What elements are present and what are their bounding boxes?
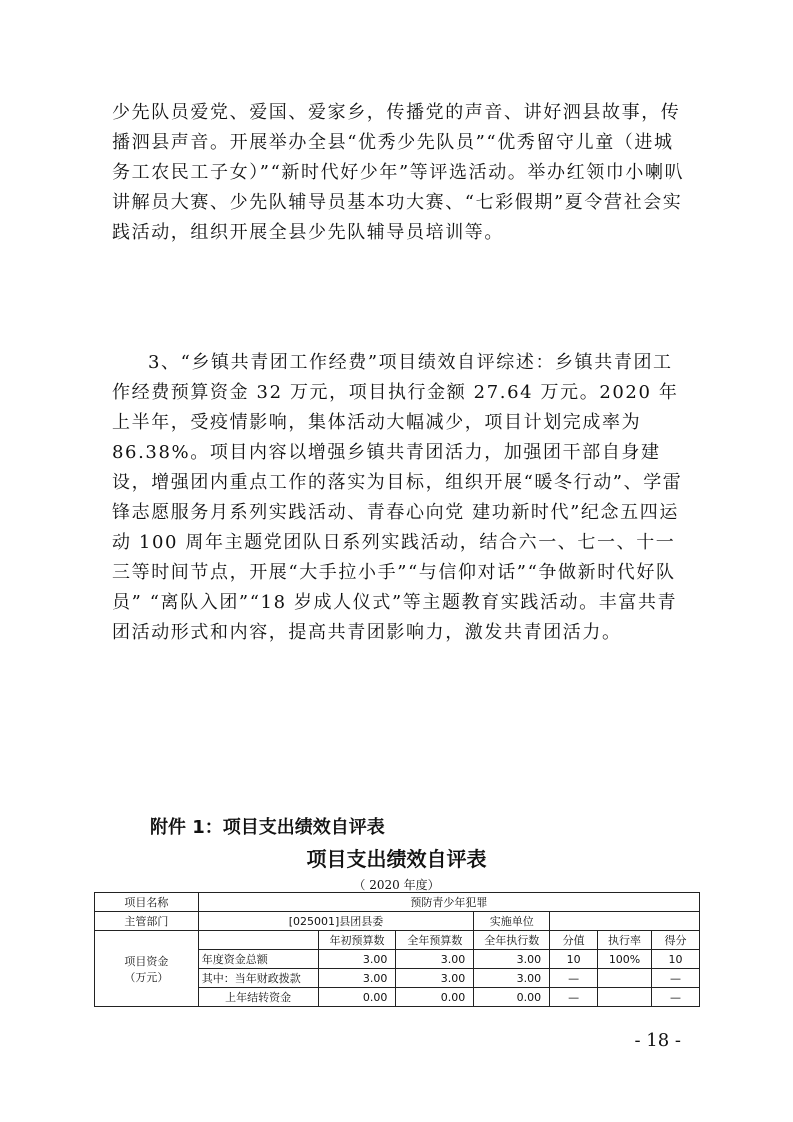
header-cell: 全年预算数 (396, 931, 474, 950)
cell: 10 (550, 950, 598, 969)
impl-value (550, 912, 700, 931)
table-title: 项目支出绩效自评表 (306, 847, 487, 871)
dept-value: [025001]县团县委 (198, 912, 473, 931)
project-name: 预防青少年犯罪 (198, 893, 699, 912)
cell: — (550, 988, 598, 1007)
cell: — (652, 988, 700, 1007)
row-label: 其中：当年财政拨款 (198, 969, 318, 988)
funds-label (95, 931, 199, 1007)
page-number: - 18 - (634, 1030, 681, 1051)
table-header-row (95, 931, 700, 950)
header-cell: 得分 (652, 931, 700, 950)
header-blank (198, 931, 318, 950)
cell: — (652, 969, 700, 988)
table-year: （ 2020 年度） (353, 878, 440, 892)
project-name-label: 项目名称 (95, 893, 199, 912)
cell: 3.00 (318, 969, 396, 988)
body-paragraph-1: 少先队员爱党、爱国、爱家乡，传播党的声音、讲好泗县故事，传播泗县声音。开展举办全县“优秀少先队员”“优秀留守儿童（进城务工农民工子女）”“新时代好少年”等评选活动。举办红领巾小喇叭讲解员大赛、少先队辅导员基本功大赛、“七彩假期”夏令营社会实践活动，组织开展全县少先队辅导员培训等。 (112, 102, 685, 243)
cell (598, 988, 652, 1007)
header-cell: 年初预算数 (318, 931, 396, 950)
performance-table (94, 892, 700, 1007)
impl-label: 实施单位 (474, 912, 550, 931)
dept-label: 主管部门 (95, 912, 199, 931)
cell: 100% (598, 950, 652, 969)
row-label: 年度资金总额 (198, 950, 318, 969)
header-cell: 分值 (550, 931, 598, 950)
table-row (95, 893, 700, 912)
row-label: 上年结转资金 (198, 988, 318, 1007)
cell: 3.00 (474, 950, 550, 969)
funds-label-line2: （万元） (124, 970, 169, 984)
cell: 3.00 (396, 969, 474, 988)
cell: 3.00 (318, 950, 396, 969)
funds-label-line1: 项目资金 (124, 954, 169, 968)
cell: 0.00 (318, 988, 396, 1007)
body-paragraph-2: 3、“乡镇共青团工作经费”项目绩效自评综述：乡镇共青团工作经费预算资金 32 万元，项目执行金额 27.64 万元。2020 年上半年，受疫情影响，集体活动大幅减少，项目计划完成率为 86.38%。项目内容以增强乡镇共青团活力，加强团干部自身建设，增强团内重点工作的落实为目标，组织开展“暖冬行动”、学雷锋志愿服务月系列实践活动、青春心向党 建功新时代”纪念五四运动 100 周年主题党团队日系列实践活动，结合六一、七一、十一三等时间节点，开展“大手拉小手”“与信仰对话”“争做新时代好队员” “离队入团”“18 岁成人仪式”等主题教育实践活动。丰富共青团活动形式和内容，提高共青团影响力，激发共青团活力。 (112, 352, 683, 643)
cell (598, 969, 652, 988)
table-row (95, 912, 700, 931)
cell: 3.00 (396, 950, 474, 969)
cell: 10 (652, 950, 700, 969)
attachment-heading: 附件 1：项目支出绩效自评表 (150, 817, 385, 838)
cell: 3.00 (474, 969, 550, 988)
header-cell: 执行率 (598, 931, 652, 950)
cell: 0.00 (474, 988, 550, 1007)
cell: 0.00 (396, 988, 474, 1007)
header-cell: 全年执行数 (474, 931, 550, 950)
cell: — (550, 969, 598, 988)
